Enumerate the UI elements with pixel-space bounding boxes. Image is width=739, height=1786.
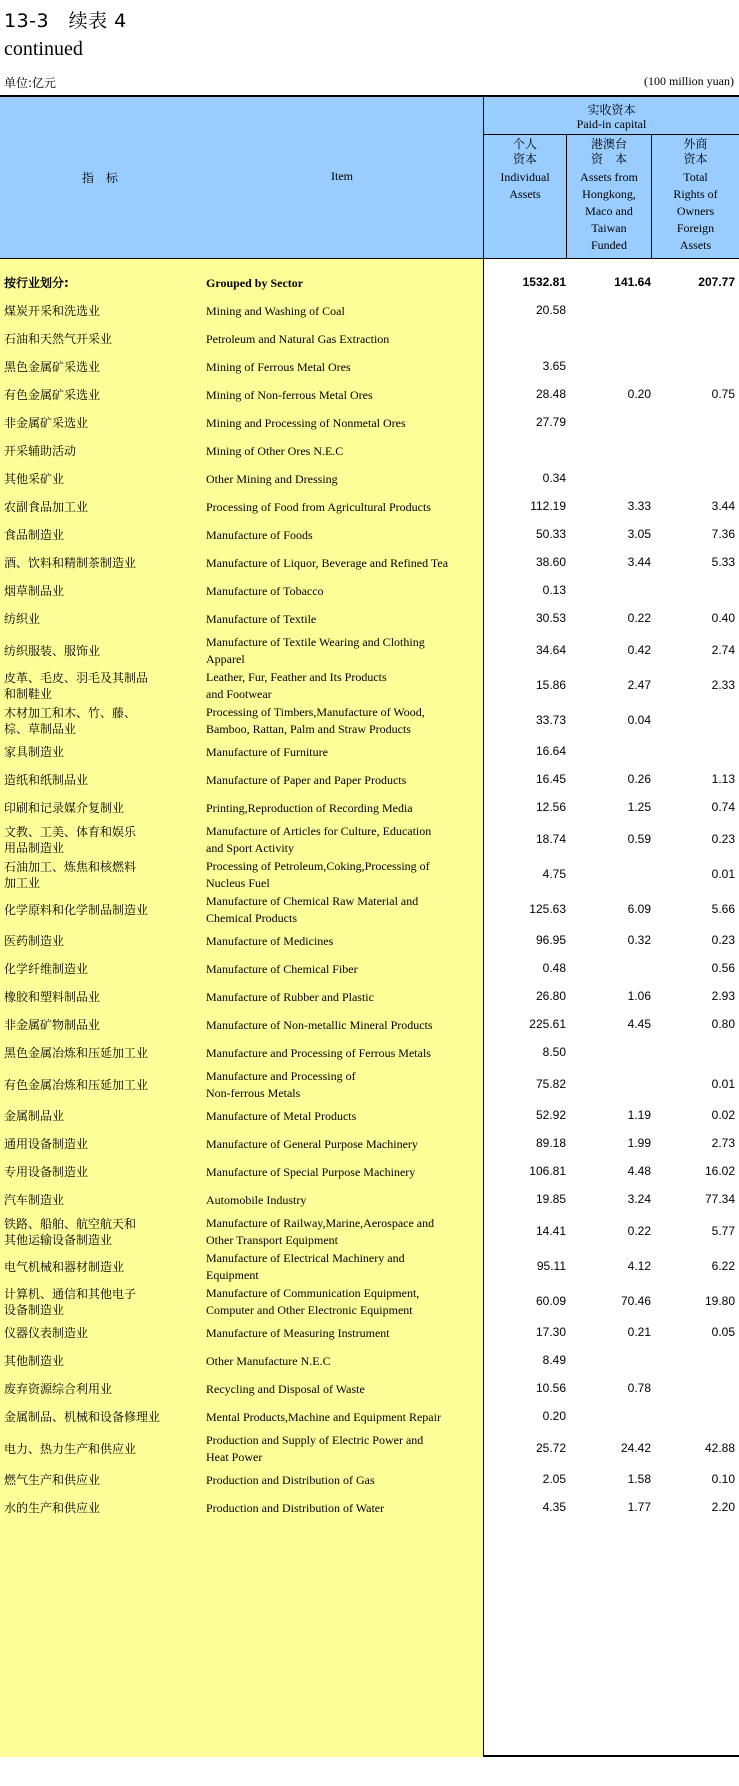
- cell-individual-assets: 38.60: [535, 555, 566, 569]
- cell-foreign-assets: 207.77: [698, 275, 735, 289]
- cell-individual-assets: 10.56: [535, 1381, 566, 1395]
- header-col-hmt-en: Assets from Hongkong, Maco and Taiwan Funded: [580, 170, 638, 252]
- cell-hmt-assets: 6.09: [627, 902, 651, 916]
- table-row: [0, 633, 739, 668]
- row-label-cn: 汽车制造业: [4, 1193, 65, 1207]
- row-label-cn: 化学纤维制造业: [4, 962, 89, 976]
- cell-foreign-assets: 0.75: [711, 387, 735, 401]
- cell-foreign-assets: 0.23: [711, 832, 735, 846]
- row-label-en: Manufacture of Tobacco: [206, 584, 324, 598]
- table-subtitle: continued: [4, 38, 83, 60]
- cell-individual-assets: 26.80: [535, 989, 566, 1003]
- cell-foreign-assets: 0.05: [711, 1325, 735, 1339]
- cell-foreign-assets: 0.74: [711, 800, 735, 814]
- header-indicator-cn: 指 标: [81, 171, 118, 185]
- row-label-en: Other Mining and Dressing: [206, 472, 338, 486]
- cell-individual-assets: 95.11: [536, 1259, 566, 1273]
- header-paid-in-en: Paid-in capital: [576, 117, 647, 131]
- cell-foreign-assets: 0.01: [711, 867, 735, 881]
- table-row: [0, 1494, 739, 1522]
- cell-individual-assets: 15.86: [535, 678, 566, 692]
- table-row: [0, 1011, 739, 1039]
- cell-individual-assets: 4.75: [542, 867, 566, 881]
- row-label-cn: 皮革、毛皮、羽毛及其制品 和制鞋业: [4, 671, 149, 701]
- header-paid-in-cn: 实收资本: [587, 103, 636, 117]
- row-label-en: Manufacture of Articles for Culture, Education and Sport Activity: [206, 824, 432, 855]
- cell-individual-assets: 0.48: [542, 961, 566, 975]
- cell-individual-assets: 225.61: [529, 1017, 566, 1031]
- table-row: [0, 465, 739, 493]
- row-label-en: Manufacture of Paper and Paper Products: [206, 773, 407, 787]
- cell-individual-assets: 1532.81: [522, 275, 566, 289]
- row-label-cn: 木材加工和木、竹、藤、 棕、草制品业: [4, 706, 137, 736]
- table-row: [0, 1102, 739, 1130]
- cell-hmt-assets: 3.33: [627, 499, 651, 513]
- row-label-en: Manufacture of Furniture: [206, 745, 328, 759]
- table-row: [0, 955, 739, 983]
- row-label-cn: 电力、热力生产和供应业: [4, 1442, 137, 1456]
- table-row: [0, 549, 739, 577]
- cell-individual-assets: 17.30: [535, 1325, 566, 1339]
- cell-foreign-assets: 2.74: [711, 643, 735, 657]
- cell-individual-assets: 25.72: [535, 1441, 566, 1455]
- row-label-cn: 黑色金属矿采选业: [4, 360, 101, 374]
- row-label-en: Manufacture of Communication Equipment, Computer and Other Electronic Equipment: [206, 1286, 420, 1317]
- row-label-en: Recycling and Disposal of Waste: [206, 1382, 365, 1396]
- header-col-hk-macao-taiwan: [567, 137, 651, 254]
- cell-foreign-assets: 42.88: [704, 1441, 735, 1455]
- header-col-foreign: [652, 137, 739, 254]
- cell-foreign-assets: 0.23: [711, 933, 735, 947]
- table-row: [0, 1067, 739, 1102]
- cell-foreign-assets: 0.40: [711, 611, 735, 625]
- row-label-en: Production and Distribution of Gas: [206, 1473, 375, 1487]
- row-label-cn: 燃气生产和供应业: [4, 1473, 101, 1487]
- row-label-cn: 金属制品、机械和设备修理业: [4, 1410, 161, 1424]
- cell-foreign-assets: 16.02: [704, 1164, 735, 1178]
- cell-hmt-assets: 2.47: [627, 678, 651, 692]
- row-label-cn: 造纸和纸制品业: [4, 773, 89, 787]
- table-row: [0, 577, 739, 605]
- header-col-individual-cn: 个人 资本: [512, 137, 537, 166]
- row-label-cn: 铁路、船舶、航空航天和 其他运输设备制造业: [4, 1217, 137, 1247]
- table-row: [0, 1039, 739, 1067]
- row-label-cn: 家具制造业: [4, 745, 65, 759]
- cell-hmt-assets: 1.25: [627, 800, 651, 814]
- row-label-en: Manufacture of Metal Products: [206, 1109, 357, 1123]
- cell-individual-assets: 33.73: [535, 713, 566, 727]
- row-label-cn: 仪器仪表制造业: [4, 1326, 89, 1340]
- table-row: [0, 1347, 739, 1375]
- cell-individual-assets: 50.33: [535, 527, 566, 541]
- row-label-cn: 煤炭开采和洗选业: [4, 304, 101, 318]
- row-label-cn: 非金属矿采选业: [4, 416, 89, 430]
- row-label-cn: 文教、工美、体育和娱乐 用品制造业: [4, 825, 137, 855]
- cell-individual-assets: 60.09: [535, 1294, 566, 1308]
- cell-individual-assets: 27.79: [535, 415, 566, 429]
- cell-foreign-assets: 7.36: [711, 527, 735, 541]
- table-row: [0, 521, 739, 549]
- cell-hmt-assets: 1.99: [627, 1136, 651, 1150]
- row-label-en: Grouped by Sector: [206, 276, 304, 290]
- row-label-cn: 农副食品加工业: [4, 500, 89, 514]
- cell-individual-assets: 0.34: [542, 471, 566, 485]
- cell-hmt-assets: 3.44: [627, 555, 651, 569]
- unit-label-cn: 单位:亿元: [4, 76, 57, 90]
- table-row: [0, 983, 739, 1011]
- cell-foreign-assets: 2.93: [711, 989, 735, 1003]
- table-row: [0, 1466, 739, 1494]
- row-label-en: Manufacture of Electrical Machinery and Equipment: [206, 1251, 405, 1282]
- table-row: [0, 409, 739, 437]
- row-label-en: Manufacture and Processing of Ferrous Metals: [206, 1046, 431, 1060]
- cell-individual-assets: 16.45: [535, 772, 566, 786]
- row-label-en: Manufacture of Measuring Instrument: [206, 1326, 390, 1340]
- row-label-en: Manufacture of General Purpose Machinery: [206, 1137, 418, 1151]
- cell-hmt-assets: 4.45: [627, 1017, 651, 1031]
- cell-hmt-assets: 0.22: [627, 611, 651, 625]
- cell-foreign-assets: 2.73: [711, 1136, 735, 1150]
- row-label-en: Leather, Fur, Feather and Its Products and Footwear: [206, 670, 387, 701]
- cell-foreign-assets: 1.13: [711, 772, 735, 786]
- cell-foreign-assets: 77.34: [704, 1192, 735, 1206]
- cell-individual-assets: 125.63: [529, 902, 566, 916]
- cell-hmt-assets: 1.77: [627, 1500, 651, 1514]
- row-label-cn: 有色金属矿采选业: [4, 388, 101, 402]
- table-row: [0, 1186, 739, 1214]
- column-divider-2: [651, 134, 652, 259]
- table-row: [0, 1158, 739, 1186]
- cell-hmt-assets: 1.19: [627, 1108, 651, 1122]
- row-label-cn: 通用设备制造业: [4, 1137, 89, 1151]
- table-row: [0, 1431, 739, 1466]
- statistics-table: [0, 95, 739, 1757]
- row-label-cn: 食品制造业: [4, 528, 65, 542]
- cell-individual-assets: 2.05: [542, 1472, 566, 1486]
- cell-individual-assets: 0.13: [542, 583, 566, 597]
- table-row: [0, 269, 739, 297]
- cell-foreign-assets: 0.10: [711, 1472, 735, 1486]
- cell-individual-assets: 28.48: [535, 387, 566, 401]
- cell-hmt-assets: 0.20: [627, 387, 651, 401]
- row-label-cn: 其他采矿业: [4, 472, 65, 486]
- row-label-cn: 水的生产和供应业: [4, 1501, 101, 1515]
- header-item-en: Item: [331, 169, 353, 183]
- cell-individual-assets: 0.20: [542, 1409, 566, 1423]
- cell-foreign-assets: 0.80: [711, 1017, 735, 1031]
- row-label-en: Mining and Washing of Coal: [206, 304, 345, 318]
- row-label-en: Processing of Timbers,Manufacture of Wood, Bamboo, Rattan, Palm and Straw Products: [206, 705, 425, 736]
- cell-foreign-assets: 2.20: [711, 1500, 735, 1514]
- row-label-cn: 酒、饮料和精制茶制造业: [4, 556, 137, 570]
- table-row: [0, 857, 739, 892]
- row-label-cn: 化学原料和化学制品制造业: [4, 903, 149, 917]
- cell-hmt-assets: 4.48: [627, 1164, 651, 1178]
- row-label-en: Production and Distribution of Water: [206, 1501, 385, 1515]
- cell-individual-assets: 8.49: [542, 1353, 566, 1367]
- row-label-cn: 按行业划分:: [4, 276, 69, 290]
- row-label-en: Manufacture of Liquor, Beverage and Refined Tea: [206, 556, 449, 570]
- cell-foreign-assets: 0.56: [711, 961, 735, 975]
- cell-individual-assets: 34.64: [535, 643, 566, 657]
- cell-individual-assets: 16.64: [535, 744, 566, 758]
- cell-individual-assets: 20.58: [535, 303, 566, 317]
- row-label-en: Processing of Food from Agricultural Products: [206, 500, 431, 514]
- table-row: [0, 605, 739, 633]
- table-row: [0, 766, 739, 794]
- row-label-cn: 开采辅助活动: [4, 444, 77, 458]
- cell-individual-assets: 30.53: [535, 611, 566, 625]
- table-row: [0, 822, 739, 857]
- table-row: [0, 437, 739, 465]
- cell-foreign-assets: 2.33: [711, 678, 735, 692]
- header-col-individual-en: Individual Assets: [500, 170, 550, 201]
- table-row: [0, 892, 739, 927]
- table-row: [0, 493, 739, 521]
- header-col-foreign-cn: 外商 资本: [683, 137, 708, 166]
- row-label-cn: 金属制品业: [4, 1109, 65, 1123]
- row-label-en: Manufacture of Non-metallic Mineral Products: [206, 1018, 433, 1032]
- row-label-en: Manufacture of Chemical Fiber: [206, 962, 358, 976]
- row-label-en: Manufacture of Chemical Raw Material and Chemical Products: [206, 894, 419, 925]
- row-label-cn: 有色金属冶炼和压延加工业: [4, 1078, 149, 1092]
- table-row: [0, 794, 739, 822]
- row-label-cn: 废弃资源综合利用业: [4, 1382, 113, 1396]
- table-row: [0, 703, 739, 738]
- header-col-foreign-en: Total Rights of Owners Foreign Assets: [673, 170, 718, 252]
- table-row: [0, 927, 739, 955]
- row-label-cn: 橡胶和塑料制品业: [4, 990, 101, 1004]
- cell-individual-assets: 3.65: [542, 359, 566, 373]
- cell-hmt-assets: 0.78: [627, 1381, 651, 1395]
- cell-individual-assets: 89.18: [535, 1136, 566, 1150]
- cell-foreign-assets: 0.01: [711, 1077, 735, 1091]
- cell-hmt-assets: 0.22: [627, 1224, 651, 1238]
- column-divider-1: [566, 134, 567, 259]
- cell-hmt-assets: 3.24: [627, 1192, 651, 1206]
- cell-foreign-assets: 5.33: [711, 555, 735, 569]
- cell-individual-assets: 19.85: [535, 1192, 566, 1206]
- row-label-en: Mining of Ferrous Metal Ores: [206, 360, 351, 374]
- cell-hmt-assets: 3.05: [627, 527, 651, 541]
- row-label-cn: 石油和天然气开采业: [4, 332, 113, 346]
- cell-foreign-assets: 0.02: [711, 1108, 735, 1122]
- row-label-en: Production and Supply of Electric Power and Heat Power: [206, 1433, 424, 1464]
- row-label-en: Manufacture of Textile: [206, 612, 317, 626]
- row-label-en: Processing of Petroleum,Coking,Processing of Nucleus Fuel: [206, 859, 430, 890]
- cell-individual-assets: 8.50: [542, 1045, 566, 1059]
- cell-hmt-assets: 1.06: [627, 989, 651, 1003]
- row-label-cn: 计算机、通信和其他电子 设备制造业: [4, 1287, 137, 1317]
- cell-individual-assets: 14.41: [535, 1224, 566, 1238]
- table-row: [0, 1403, 739, 1431]
- table-row: [0, 297, 739, 325]
- cell-hmt-assets: 0.32: [627, 933, 651, 947]
- row-label-en: Manufacture of Medicines: [206, 934, 334, 948]
- unit-label-en: (100 million yuan): [644, 74, 734, 88]
- row-label-en: Mining and Processing of Nonmetal Ores: [206, 416, 406, 430]
- row-label-en: Manufacture of Railway,Marine,Aerospace and Other Transport Equipment: [206, 1216, 435, 1247]
- row-label-en: Mining of Non-ferrous Metal Ores: [206, 388, 373, 402]
- row-label-en: Automobile Industry: [206, 1193, 307, 1207]
- table-row: [0, 1284, 739, 1319]
- table-row: [0, 1319, 739, 1347]
- row-label-cn: 其他制造业: [4, 1354, 65, 1368]
- cell-individual-assets: 18.74: [535, 832, 566, 846]
- header-col-individual: [484, 137, 566, 203]
- table-row: [0, 353, 739, 381]
- cell-hmt-assets: 0.26: [627, 772, 651, 786]
- row-label-en: Mining of Other Ores N.E.C: [206, 444, 344, 458]
- row-label-cn: 印刷和记录媒介复制业: [4, 801, 125, 815]
- cell-individual-assets: 4.35: [542, 1500, 566, 1514]
- cell-hmt-assets: 1.58: [627, 1472, 651, 1486]
- cell-hmt-assets: 70.46: [620, 1294, 651, 1308]
- row-label-cn: 专用设备制造业: [4, 1165, 89, 1179]
- row-label-en: Manufacture of Rubber and Plastic: [206, 990, 374, 1004]
- row-label-en: Manufacture of Special Purpose Machinery: [206, 1165, 416, 1179]
- row-label-cn: 电气机械和器材制造业: [4, 1260, 125, 1274]
- row-label-cn: 黑色金属冶炼和压延加工业: [4, 1046, 149, 1060]
- table-row: [0, 1214, 739, 1249]
- cell-hmt-assets: 141.64: [614, 275, 651, 289]
- cell-individual-assets: 12.56: [535, 800, 566, 814]
- row-label-cn: 纺织服装、服饰业: [4, 644, 101, 658]
- row-label-en: Printing,Reproduction of Recording Media: [206, 801, 413, 815]
- row-label-en: Manufacture and Processing of Non-ferrous Metals: [206, 1069, 356, 1100]
- row-label-cn: 纺织业: [4, 612, 41, 626]
- cell-hmt-assets: 4.12: [627, 1259, 651, 1273]
- cell-foreign-assets: 19.80: [704, 1294, 735, 1308]
- cell-individual-assets: 96.95: [535, 933, 566, 947]
- table-row: [0, 381, 739, 409]
- cell-hmt-assets: 0.04: [627, 713, 651, 727]
- cell-foreign-assets: 5.77: [711, 1224, 735, 1238]
- cell-hmt-assets: 0.21: [627, 1325, 651, 1339]
- table-row: [0, 1375, 739, 1403]
- cell-individual-assets: 75.82: [535, 1077, 566, 1091]
- row-label-cn: 医药制造业: [4, 934, 65, 948]
- cell-individual-assets: 112.19: [530, 499, 566, 513]
- header-col-hmt-cn: 港澳台 资 本: [590, 137, 627, 166]
- cell-hmt-assets: 0.42: [627, 643, 651, 657]
- cell-foreign-assets: 3.44: [711, 499, 735, 513]
- row-label-en: Other Manufacture N.E.C: [206, 1354, 331, 1368]
- row-label-en: Mental Products,Machine and Equipment Repair: [206, 1410, 441, 1424]
- table-row: [0, 1249, 739, 1284]
- row-label-cn: 烟草制品业: [4, 584, 65, 598]
- row-label-en: Manufacture of Foods: [206, 528, 313, 542]
- table-row: [0, 738, 739, 766]
- cell-foreign-assets: 6.22: [711, 1259, 735, 1273]
- header-divider: [484, 134, 739, 135]
- row-label-en: Manufacture of Textile Wearing and Clothing Apparel: [206, 635, 425, 666]
- table-row: [0, 1130, 739, 1158]
- row-label-cn: 非金属矿物制品业: [4, 1018, 101, 1032]
- cell-individual-assets: 52.92: [535, 1108, 566, 1122]
- table-title: 13-3 续表 4: [4, 10, 127, 32]
- table-row: [0, 325, 739, 353]
- table-row: [0, 668, 739, 703]
- row-label-en: Petroleum and Natural Gas Extraction: [206, 332, 390, 346]
- row-label-cn: 石油加工、炼焦和核燃料 加工业: [4, 860, 137, 890]
- cell-hmt-assets: 0.59: [627, 832, 651, 846]
- cell-foreign-assets: 5.66: [711, 902, 735, 916]
- cell-hmt-assets: 24.42: [620, 1441, 651, 1455]
- table-header: [0, 97, 739, 259]
- cell-individual-assets: 106.81: [529, 1164, 566, 1178]
